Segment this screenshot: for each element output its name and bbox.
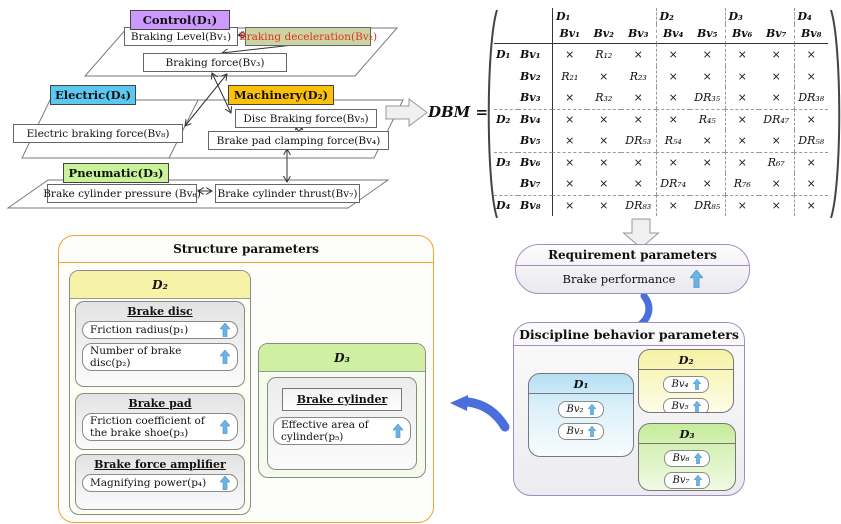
variable-box-bv3: Braking force(Bv₃) (143, 53, 287, 72)
parameter-pill-p5 (273, 417, 411, 445)
behavior-variable-pill (663, 398, 708, 413)
matrix-cell: DR₃₅ (694, 91, 721, 105)
matrix-col-group-label (621, 8, 656, 24)
matrix-cell: × (794, 66, 829, 88)
matrix-cell: R₇₆ (725, 173, 760, 195)
behavior-variable-pill (558, 401, 603, 418)
matrix-cell: × (794, 173, 829, 195)
up-arrow-icon (220, 476, 230, 490)
discipline-label-machinery: Machinery(D₂) (228, 85, 334, 105)
matrix-col-label: Bv₆ (725, 24, 760, 44)
behavior-variable-pill (664, 472, 709, 489)
parameter-pill-p2 (82, 343, 238, 371)
up-arrow-icon (393, 424, 403, 438)
matrix-cell: R₆₇ (759, 152, 794, 174)
structure-d2-title: D₂ (70, 271, 250, 299)
matrix-col-label: Bv₁ (552, 24, 587, 44)
matrix-row-label: Bv₂ (520, 69, 541, 83)
brake-cylinder-title: Brake cylinder (282, 388, 402, 411)
matrix-cell: × (656, 44, 691, 66)
parameter-pill-p4 (82, 474, 238, 492)
parameter-label: Number of brake disc(p₂) (90, 345, 182, 369)
matrix-row-label: Bv₄ (518, 109, 552, 131)
matrix-row-group-label (494, 66, 518, 88)
behavior-group-d3 (638, 423, 736, 491)
matrix-cell: × (725, 87, 760, 109)
matrix-cell: × (725, 195, 760, 217)
matrix-cell: R₃₂ (595, 91, 613, 105)
matrix-cell: × (656, 152, 691, 174)
behavior-variable-label: Bv₂ (566, 404, 584, 415)
structure-parameters-panel (58, 235, 434, 523)
variable-box-bv2-highlighted: Braking deceleration(Bv₂) (245, 27, 371, 46)
brake-force-amplifier-title: Brake force amplifier (94, 458, 226, 471)
up-arrow-icon (588, 426, 596, 437)
dbm-label: DBM = (428, 103, 489, 121)
matrix-cell: × (702, 177, 712, 191)
variable-box-bv8: Electric braking force(Bv₈) (13, 124, 183, 143)
matrix-row-group-label (494, 173, 518, 195)
matrix-row-label: Bv₁ (520, 48, 541, 62)
up-arrow-icon (693, 379, 701, 390)
behavior-variable-label: Bv₄ (671, 379, 689, 390)
parameter-label: Friction coefficient of the brake shoe(p₃) (90, 415, 205, 440)
parameter-label: Friction radius(p₁) (90, 324, 189, 336)
structure-panel-title: Structure parameters (59, 236, 433, 263)
matrix-cell: × (794, 195, 829, 217)
matrix-cell: DR₈₅ (690, 195, 725, 217)
matrix-cell: R₄₅ (690, 109, 725, 131)
flow-arrow-behavior-to-structure-icon (468, 402, 505, 427)
requirement-panel-title: Requirement parameters (516, 245, 749, 266)
discipline-label-control: Control(D₁) (130, 10, 230, 30)
matrix-cell: × (771, 48, 781, 62)
matrix-cell: × (771, 177, 781, 191)
variable-box-bv1: Braking Level(Bv₁) (124, 27, 238, 46)
matrix-col-label: Bv₃ (621, 24, 656, 44)
matrix-cell: DR₇₄ (656, 173, 691, 195)
subgroup-brake-pad (75, 393, 245, 450)
matrix-cell: × (633, 91, 643, 105)
matrix-cell: × (794, 44, 829, 66)
variable-box-bv4: Brake pad clamping force(Bv₄) (208, 131, 389, 150)
structure-group-d2 (69, 270, 251, 515)
matrix-cell: × (794, 152, 829, 174)
behavior-variable-pill (558, 423, 603, 440)
matrix-corner (518, 8, 552, 24)
matrix-col-group-label (587, 8, 622, 24)
matrix-cell: × (771, 69, 781, 83)
matrix-cell: DR₄₇ (759, 109, 794, 131)
matrix-cell: × (587, 152, 622, 174)
matrix-cell: × (725, 66, 760, 88)
matrix-cell: × (552, 195, 587, 217)
behavior-variable-label: Bv₃ (566, 426, 584, 437)
matrix-cell: R₂₁ (552, 66, 587, 88)
matrix-cell: × (656, 87, 691, 109)
matrix-cell: DR₃₈ (794, 87, 829, 109)
matrix-cell: × (552, 152, 587, 174)
matrix-corner (494, 8, 518, 24)
matrix-row-label: Bv₃ (520, 91, 541, 105)
matrix-cell: × (552, 109, 587, 131)
behavior-variable-pill (663, 376, 708, 393)
variable-box-bv7: Brake cylinder thrust(Bv₇) (215, 184, 360, 203)
matrix-row-group-label: D₄ (494, 195, 518, 217)
matrix-row-group-label: D₁ (496, 48, 511, 62)
matrix-col-group-label (759, 8, 794, 24)
matrix-cell: × (587, 195, 622, 217)
matrix-col-group-label: D₂ (656, 8, 691, 24)
subgroup-brake-cylinder (267, 377, 417, 470)
matrix-cell: × (599, 69, 609, 83)
matrix-cell: × (725, 152, 760, 174)
matrix-cell: × (552, 87, 587, 109)
matrix-cell: × (552, 173, 587, 195)
matrix-cell: × (759, 195, 794, 217)
matrix-row-label: Bv₅ (520, 134, 541, 148)
matrix-col-group-label (690, 8, 725, 24)
matrix-cell: × (702, 69, 712, 83)
matrix-cell: R₁₂ (595, 48, 613, 62)
behavior-d3-title: D₃ (639, 424, 735, 444)
matrix-corner (518, 24, 552, 44)
discipline-label-pneumatic: Pneumatic(D₃) (63, 163, 169, 183)
behavior-variable-label: Bv₇ (672, 475, 690, 486)
matrix-cell: × (633, 177, 643, 191)
matrix-cell: R₂₃ (629, 69, 647, 83)
requirement-label: Brake performance (562, 271, 676, 286)
matrix-col-group-label: D₃ (725, 8, 760, 24)
parameter-label: Effective area of cylinder(p₅) (281, 419, 369, 444)
matrix-row-group-label (494, 130, 518, 152)
discipline-behavior-parameters-panel (513, 322, 745, 496)
matrix-cell: × (656, 195, 691, 217)
matrix-col-group-label: D₄ (794, 8, 829, 24)
behavior-d2-title: D₂ (639, 350, 733, 370)
matrix-cell: × (599, 177, 609, 191)
matrix-cell: × (621, 109, 656, 131)
matrix-cell: × (621, 152, 656, 174)
matrix-cell: R₅₄ (656, 130, 691, 152)
dbm-matrix (494, 8, 828, 216)
matrix-cell: × (725, 109, 760, 131)
matrix-col-label: Bv₈ (794, 24, 829, 44)
variable-box-bv5: Disc Braking force(Bv₅) (235, 109, 377, 128)
matrix-row-label: Bv₆ (518, 152, 552, 174)
behavior-variable-pill (664, 450, 709, 467)
behavior-variable-label: Bv₆ (672, 453, 690, 464)
matrix-corner (494, 24, 518, 44)
up-arrow-icon (694, 475, 702, 486)
matrix-col-group-label: D₁ (552, 8, 587, 24)
up-arrow-icon (693, 401, 701, 412)
matrix-cell: × (702, 48, 712, 62)
requirement-item (516, 266, 749, 291)
matrix-cell: × (599, 134, 609, 148)
matrix-cell: × (725, 44, 760, 66)
matrix-cell: × (771, 91, 781, 105)
matrix-cell: DR₈₃ (621, 195, 656, 217)
parameter-label: Magnifying power(p₄) (90, 477, 207, 489)
matrix-cell: × (656, 66, 691, 88)
matrix-cell: × (552, 44, 587, 66)
parameter-pill-p3 (82, 413, 238, 441)
matrix-col-label: Bv₇ (759, 24, 794, 44)
up-arrow-icon (220, 420, 230, 434)
up-arrow-icon (220, 350, 230, 364)
matrix-row-group-label: D₂ (494, 109, 518, 131)
up-arrow-icon (694, 453, 702, 464)
behavior-panel-title: Discipline behavior parameters (514, 323, 744, 346)
matrix-col-label: Bv₄ (656, 24, 691, 44)
matrix-cell: × (587, 109, 622, 131)
matrix-row-group-label (494, 87, 518, 109)
up-arrow-icon (588, 404, 596, 415)
matrix-row-group-label: D₃ (494, 152, 518, 174)
behavior-group-d1 (528, 373, 634, 457)
parameter-pill-p1 (82, 321, 238, 339)
matrix-row-label: Bv₈ (518, 195, 552, 217)
variable-box-bv6: Brake cylinder pressure (Bv₆) (47, 184, 197, 203)
matrix-cell: DR₅₈ (794, 130, 829, 152)
matrix-row-label: Bv₇ (520, 177, 541, 191)
up-arrow-icon (690, 270, 703, 288)
behavior-group-d2 (638, 349, 734, 413)
behavior-variable-label: Bv₅ (671, 401, 689, 412)
matrix-cell: × (552, 130, 587, 152)
up-arrow-icon (220, 323, 230, 337)
discipline-label-electric: Electric(D₄) (50, 85, 136, 105)
matrix-cell: × (702, 134, 712, 148)
matrix-cell: × (633, 48, 643, 62)
matrix-col-label: Bv₂ (587, 24, 622, 44)
matrix-cell: × (725, 130, 760, 152)
matrix-cell: × (656, 109, 691, 131)
matrix-cell: × (690, 152, 725, 174)
matrix-cell: × (794, 109, 829, 131)
subgroup-brake-disc (75, 301, 245, 387)
brake-disc-title: Brake disc (127, 305, 193, 318)
subgroup-brake-force-amplifier (75, 454, 245, 510)
brake-pad-title: Brake pad (128, 397, 192, 410)
matrix-col-label: Bv₅ (690, 24, 725, 44)
matrix-paren-right (831, 10, 839, 218)
structure-d3-title: D₃ (259, 344, 425, 372)
requirement-parameters-panel (515, 244, 750, 294)
flow-arrow-behavior-to-structure-head (450, 395, 468, 411)
behavior-d1-title: D₁ (529, 374, 633, 394)
structure-group-d3 (258, 343, 426, 478)
matrix-cell: DR₅₃ (625, 134, 652, 148)
matrix-cell: × (771, 134, 781, 148)
